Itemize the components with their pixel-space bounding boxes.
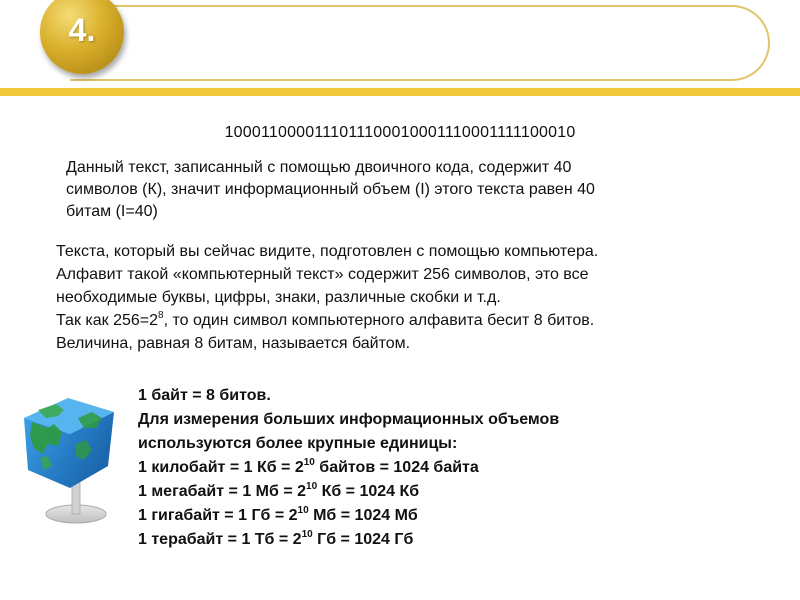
unit-exponent: 10 [301,529,313,540]
gigabyte-line [138,504,738,528]
unit-text: 1 килобайт = 1 Кб = 2 [138,459,304,476]
unit-text: 1 терабайт = 1 Тб = 2 [138,531,302,548]
units-line: Для измерения больших информационных объемов [138,411,560,428]
unit-text: Кб = 1024 Кб [317,483,420,500]
terabyte-line [138,528,738,552]
paragraph-line: Текста, который вы сейчас видите, подготовлен с помощью компьютера. [56,243,599,260]
paragraph-line: битам (I=40) [66,203,158,220]
unit-text: байтов = 1024 байта [314,459,479,476]
kilobyte-line [138,456,738,480]
binary-explanation-paragraph [66,157,716,223]
computer-alphabet-paragraph [56,240,776,355]
binary-code-text: 1000110000111011100010001110001111100010 [224,124,576,141]
unit-text: 1 мегабайт = 1 Мб = 2 [138,483,307,500]
unit-exponent: 10 [303,457,315,468]
paragraph-line: необходимые буквы, цифры, знаки, различные скобки и т.д. [56,289,501,306]
megabyte-line [138,480,738,504]
title-bar [70,5,770,81]
units-line: 1 байт = 8 битов. [138,387,271,404]
paragraph-line: Величина, равная 8 битам, называется байтом. [56,335,411,352]
formula-text: , то один символ компьютерного алфавита бесит 8 битов. [163,312,595,329]
accent-stripe [0,88,800,96]
paragraph-line: символов (К), значит информационный объем (I) этого текста равен 40 [66,181,595,198]
paragraph-line-formula [56,309,776,332]
slide-number: 4. [68,12,96,48]
byte-units-block [138,384,738,552]
paragraph-line: Данный текст, записанный с помощью двоичного кода, содержит 40 [66,159,572,176]
formula-exponent: 8 [158,310,164,321]
units-line: используются более крупные единицы: [138,435,458,452]
unit-text: 1 гигабайт = 1 Гб = 2 [138,507,298,524]
globe-cube-icon [18,388,128,528]
formula-text: Так как 256=2 [56,312,159,329]
unit-text: Гб = 1024 Гб [312,531,414,548]
unit-text: Мб = 1024 Мб [308,507,418,524]
unit-exponent: 10 [297,505,309,516]
paragraph-line: Алфавит такой «компьютерный текст» содержит 256 символов, это все [56,266,589,283]
unit-exponent: 10 [306,481,318,492]
